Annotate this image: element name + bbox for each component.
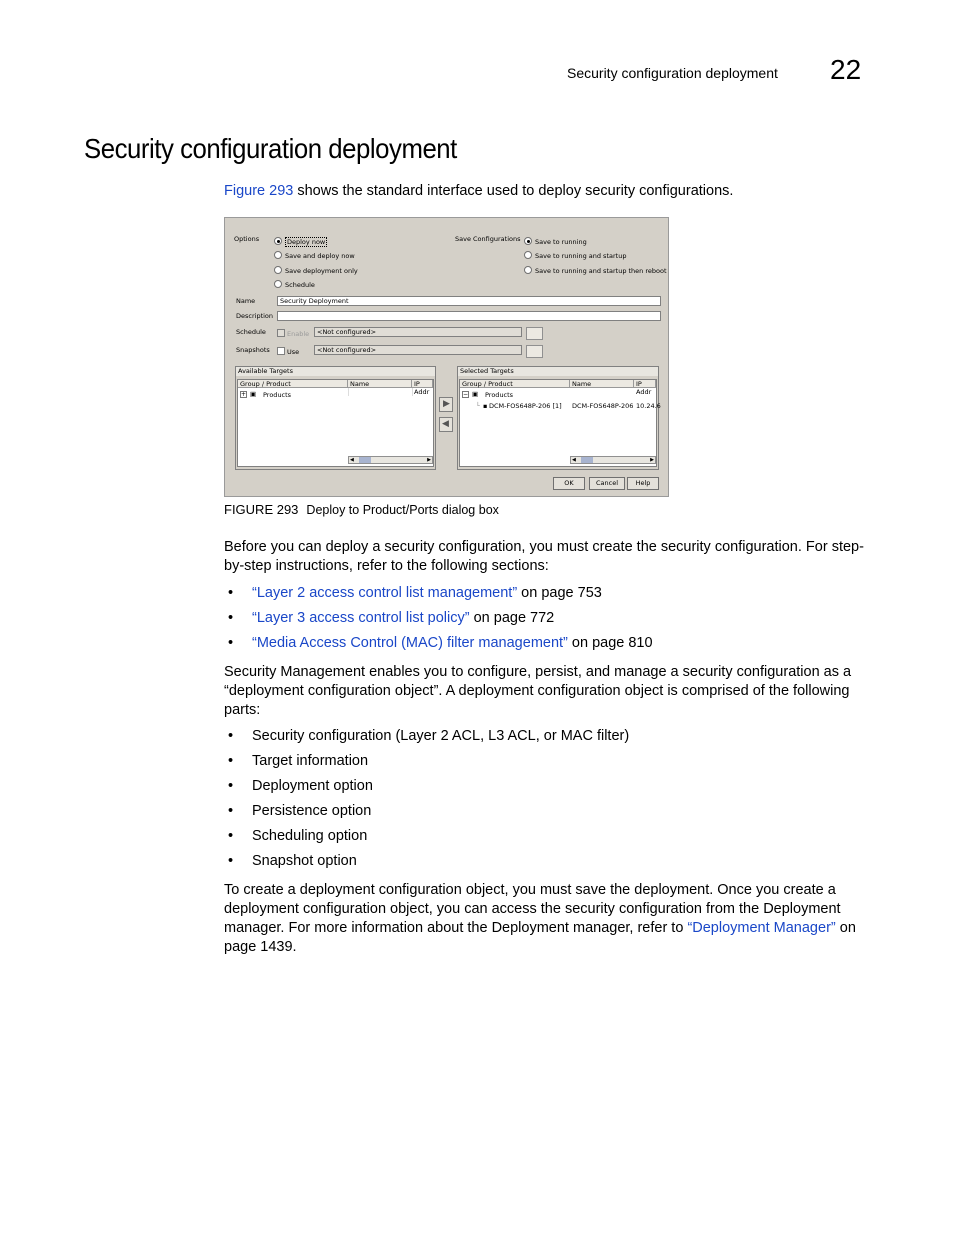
option-label: Schedule	[285, 281, 315, 289]
option-label: Save deployment only	[285, 267, 358, 275]
col-group-header[interactable]: Group / Product	[238, 380, 348, 388]
option-label: Deploy now	[287, 238, 326, 246]
scroll-right-icon: ▶	[650, 457, 654, 463]
bullet-dot: •	[228, 610, 234, 626]
switch-icon: ▪	[483, 402, 488, 410]
selected-targets-panel	[457, 366, 659, 470]
page-ref: on page 772	[469, 610, 555, 626]
intro-text: shows the standard interface used to deploy security configurations.	[293, 183, 734, 199]
paragraph-3	[224, 881, 874, 957]
list-item: Persistence option	[252, 803, 372, 819]
col-group-header[interactable]: Group / Product	[460, 380, 570, 388]
col-ip-header[interactable]: IP Addr	[412, 380, 433, 388]
scroll-left-icon: ◀	[350, 457, 354, 463]
schedule-enable-label: Enable	[287, 330, 310, 338]
cancel-button[interactable]: Cancel	[589, 477, 625, 490]
name-label: Name	[236, 297, 256, 305]
move-left-button[interactable]	[439, 417, 453, 432]
save-option-label: Save to running and startup	[535, 252, 627, 260]
para3-text: To create a deployment configuration object, you must save the deployment. Once you create a deployment configuration object, you can access the security configuration from the Deployment manager. For more information about the Deployment manager, refer to	[224, 882, 841, 936]
expand-icon[interactable]: +	[241, 391, 247, 398]
available-targets-panel	[235, 366, 436, 470]
snapshots-label: Snapshots	[236, 346, 270, 354]
scroll-right-icon: ▶	[427, 457, 431, 463]
description-input[interactable]	[277, 311, 661, 321]
radio-save-running-startup[interactable]	[524, 251, 532, 259]
link-item	[252, 610, 554, 626]
description-label: Description	[236, 312, 274, 320]
figure-link[interactable]: Figure 293	[224, 183, 294, 199]
radio-save-and-deploy[interactable]	[274, 251, 282, 259]
chapter-number: 22	[830, 54, 862, 85]
switch-name: DCM-FOS648P-206	[572, 402, 634, 410]
save-option-label: Save to running	[535, 238, 587, 246]
name-input[interactable]: Security Deployment	[277, 296, 661, 306]
para3-page: on page 1439.	[224, 920, 856, 955]
tree-item-products[interactable]: Products	[263, 391, 292, 399]
radio-save-deployment-only[interactable]	[274, 266, 282, 274]
snapshots-field: <Not configured>	[314, 345, 522, 355]
col-ip-header[interactable]: IP Addr	[634, 380, 656, 388]
snapshots-edit-button[interactable]	[526, 345, 543, 358]
bullet-dot: •	[228, 585, 234, 601]
paragraph-2: Security Management enables you to configure, persist, and manage a security configuration as a “deployment configuration object”. A deployment configuration object is comprised of the following parts:	[224, 664, 852, 718]
deployment-manager-link[interactable]: “Deployment Manager”	[687, 920, 836, 936]
selected-targets-title: Selected Targets	[458, 367, 658, 376]
arrow-right-icon: ▶	[443, 399, 450, 409]
products-icon: ▣	[250, 390, 257, 398]
snapshots-use-checkbox[interactable]	[277, 347, 285, 355]
schedule-label: Schedule	[236, 328, 266, 336]
bullet-dot: •	[228, 828, 234, 844]
page-ref: on page 810	[567, 635, 653, 651]
list-item: Scheduling option	[252, 828, 368, 844]
radio-save-reboot[interactable]	[524, 266, 532, 274]
page-title: Security configuration deployment	[84, 133, 457, 164]
bullet-dot: •	[228, 803, 234, 819]
tree-item-products[interactable]: Products	[485, 391, 514, 399]
move-right-button[interactable]	[439, 397, 453, 412]
bullet-dot: •	[228, 728, 234, 744]
deploy-dialog	[224, 217, 669, 497]
link-item	[252, 635, 653, 651]
col-name-header[interactable]: Name	[348, 380, 412, 388]
available-targets-title: Available Targets	[236, 367, 435, 376]
schedule-field: <Not configured>	[314, 327, 522, 337]
list-item: Deployment option	[252, 778, 373, 794]
figure-caption	[224, 502, 499, 517]
section-link[interactable]: “Media Access Control (MAC) filter management”	[252, 635, 568, 651]
schedule-enable-checkbox[interactable]	[277, 329, 285, 337]
tree-item-switch[interactable]: DCM-FOS648P-206 [1]	[489, 402, 562, 410]
bullet-dot: •	[228, 635, 234, 651]
section-link[interactable]: “Layer 2 access control list management”	[252, 585, 518, 601]
scroll-thumb	[359, 457, 371, 463]
radio-save-running[interactable]	[524, 237, 532, 245]
products-icon: ▣	[472, 390, 479, 398]
col-name-header[interactable]: Name	[570, 380, 634, 388]
bullet-dot: •	[228, 753, 234, 769]
ok-button[interactable]: OK	[553, 477, 585, 490]
help-button[interactable]: Help	[627, 477, 659, 490]
intro-paragraph	[224, 182, 874, 201]
arrow-left-icon: ◀	[442, 419, 449, 429]
list-item: Security configuration (Layer 2 ACL, L3 ACL, or MAC filter)	[252, 728, 630, 744]
option-label: Save and deploy now	[285, 252, 355, 260]
paragraph-1: Before you can deploy a security configuration, you must create the security configuration. For step-by-step instructions, refer to the following sections:	[224, 539, 864, 574]
horizontal-scrollbar[interactable]	[348, 456, 433, 464]
options-label: Options	[234, 235, 260, 243]
save-config-label: Save Configurations	[455, 235, 521, 243]
bullet-dot: •	[228, 853, 234, 869]
horizontal-scrollbar[interactable]	[570, 456, 656, 464]
schedule-edit-button[interactable]	[526, 327, 543, 340]
running-header-section: Security configuration deployment	[567, 65, 778, 81]
figure-description: Deploy to Product/Ports dialog box	[306, 503, 499, 517]
tree-branch-icon: └	[476, 402, 480, 410]
list-item: Target information	[252, 753, 369, 769]
switch-ip: 10.24.6	[636, 402, 661, 410]
page-ref: on page 753	[517, 585, 602, 601]
selected-targets-list[interactable]	[459, 379, 661, 467]
snapshots-use-label: Use	[287, 348, 300, 356]
section-link[interactable]: “Layer 3 access control list policy”	[252, 610, 470, 626]
collapse-icon[interactable]: −	[463, 391, 469, 398]
scroll-left-icon: ◀	[572, 457, 576, 463]
scroll-thumb	[581, 457, 593, 463]
save-option-label: Save to running and startup then reboot	[535, 267, 667, 275]
figure-number: FIGURE 293	[224, 502, 299, 517]
list-item: Snapshot option	[252, 853, 357, 869]
available-targets-list[interactable]	[237, 379, 434, 467]
radio-deploy-now[interactable]	[274, 237, 282, 245]
bullet-dot: •	[228, 778, 234, 794]
radio-schedule[interactable]	[274, 280, 282, 288]
link-item	[252, 585, 602, 601]
